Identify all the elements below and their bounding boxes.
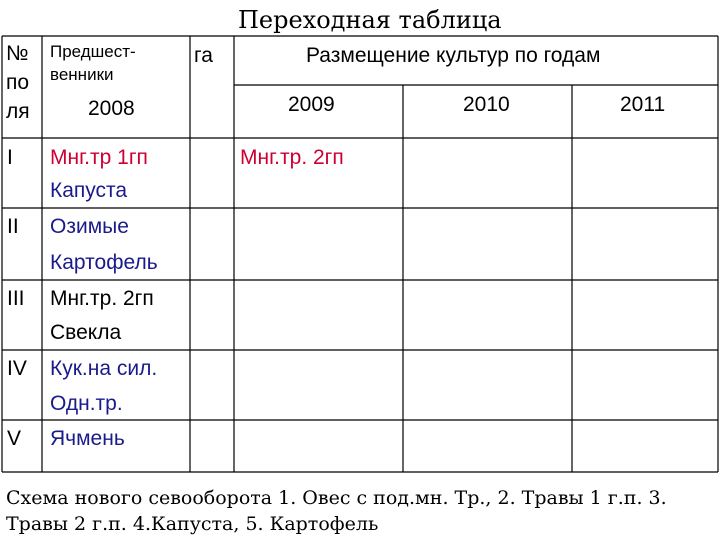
header-predecessors-line1: Предшест-	[50, 42, 136, 61]
field-number: IV	[7, 357, 27, 380]
predecessor-crop: Капуста	[50, 179, 128, 202]
predecessor-crop: Озимые	[50, 215, 129, 238]
field-number: I	[7, 146, 13, 169]
header-placement: Размещение культур по годам	[306, 44, 601, 67]
predecessor-crop: Картофель	[50, 251, 158, 274]
rotation-scheme-caption: Схема нового севооборота 1. Овес с под.мн. Тр., 2. Травы 1 г.п. 3. Травы 2 г.п. 4.Капуста, 5. Картофель	[6, 487, 667, 535]
header-year-2010: 2010	[463, 93, 510, 116]
field-number: II	[7, 215, 19, 238]
header-year-2009: 2009	[288, 93, 335, 116]
crop-2009: Мнг.тр. 2гп	[240, 146, 344, 169]
predecessor-crop: Ячмень	[50, 427, 125, 450]
header-year-2008: 2008	[88, 97, 135, 120]
predecessor-crop: Мнг.тр 1гп	[50, 146, 148, 169]
header-area: га	[194, 44, 213, 67]
header-predecessors-line2: венники	[50, 65, 114, 84]
header-number-line3: ля	[6, 100, 30, 123]
field-number: III	[7, 287, 25, 310]
predecessor-crop: Кук.на сил.	[50, 357, 158, 380]
header-number-line2: по	[6, 71, 30, 94]
predecessor-crop: Свекла	[50, 321, 122, 344]
field-number: V	[7, 427, 22, 450]
table-title: Переходная таблица	[238, 6, 502, 34]
predecessor-crop: Одн.тр.	[50, 392, 123, 415]
predecessor-crop: Мнг.тр. 2гп	[50, 287, 154, 310]
header-year-2011: 2011	[620, 93, 666, 116]
header-number-line1: №	[6, 42, 29, 65]
